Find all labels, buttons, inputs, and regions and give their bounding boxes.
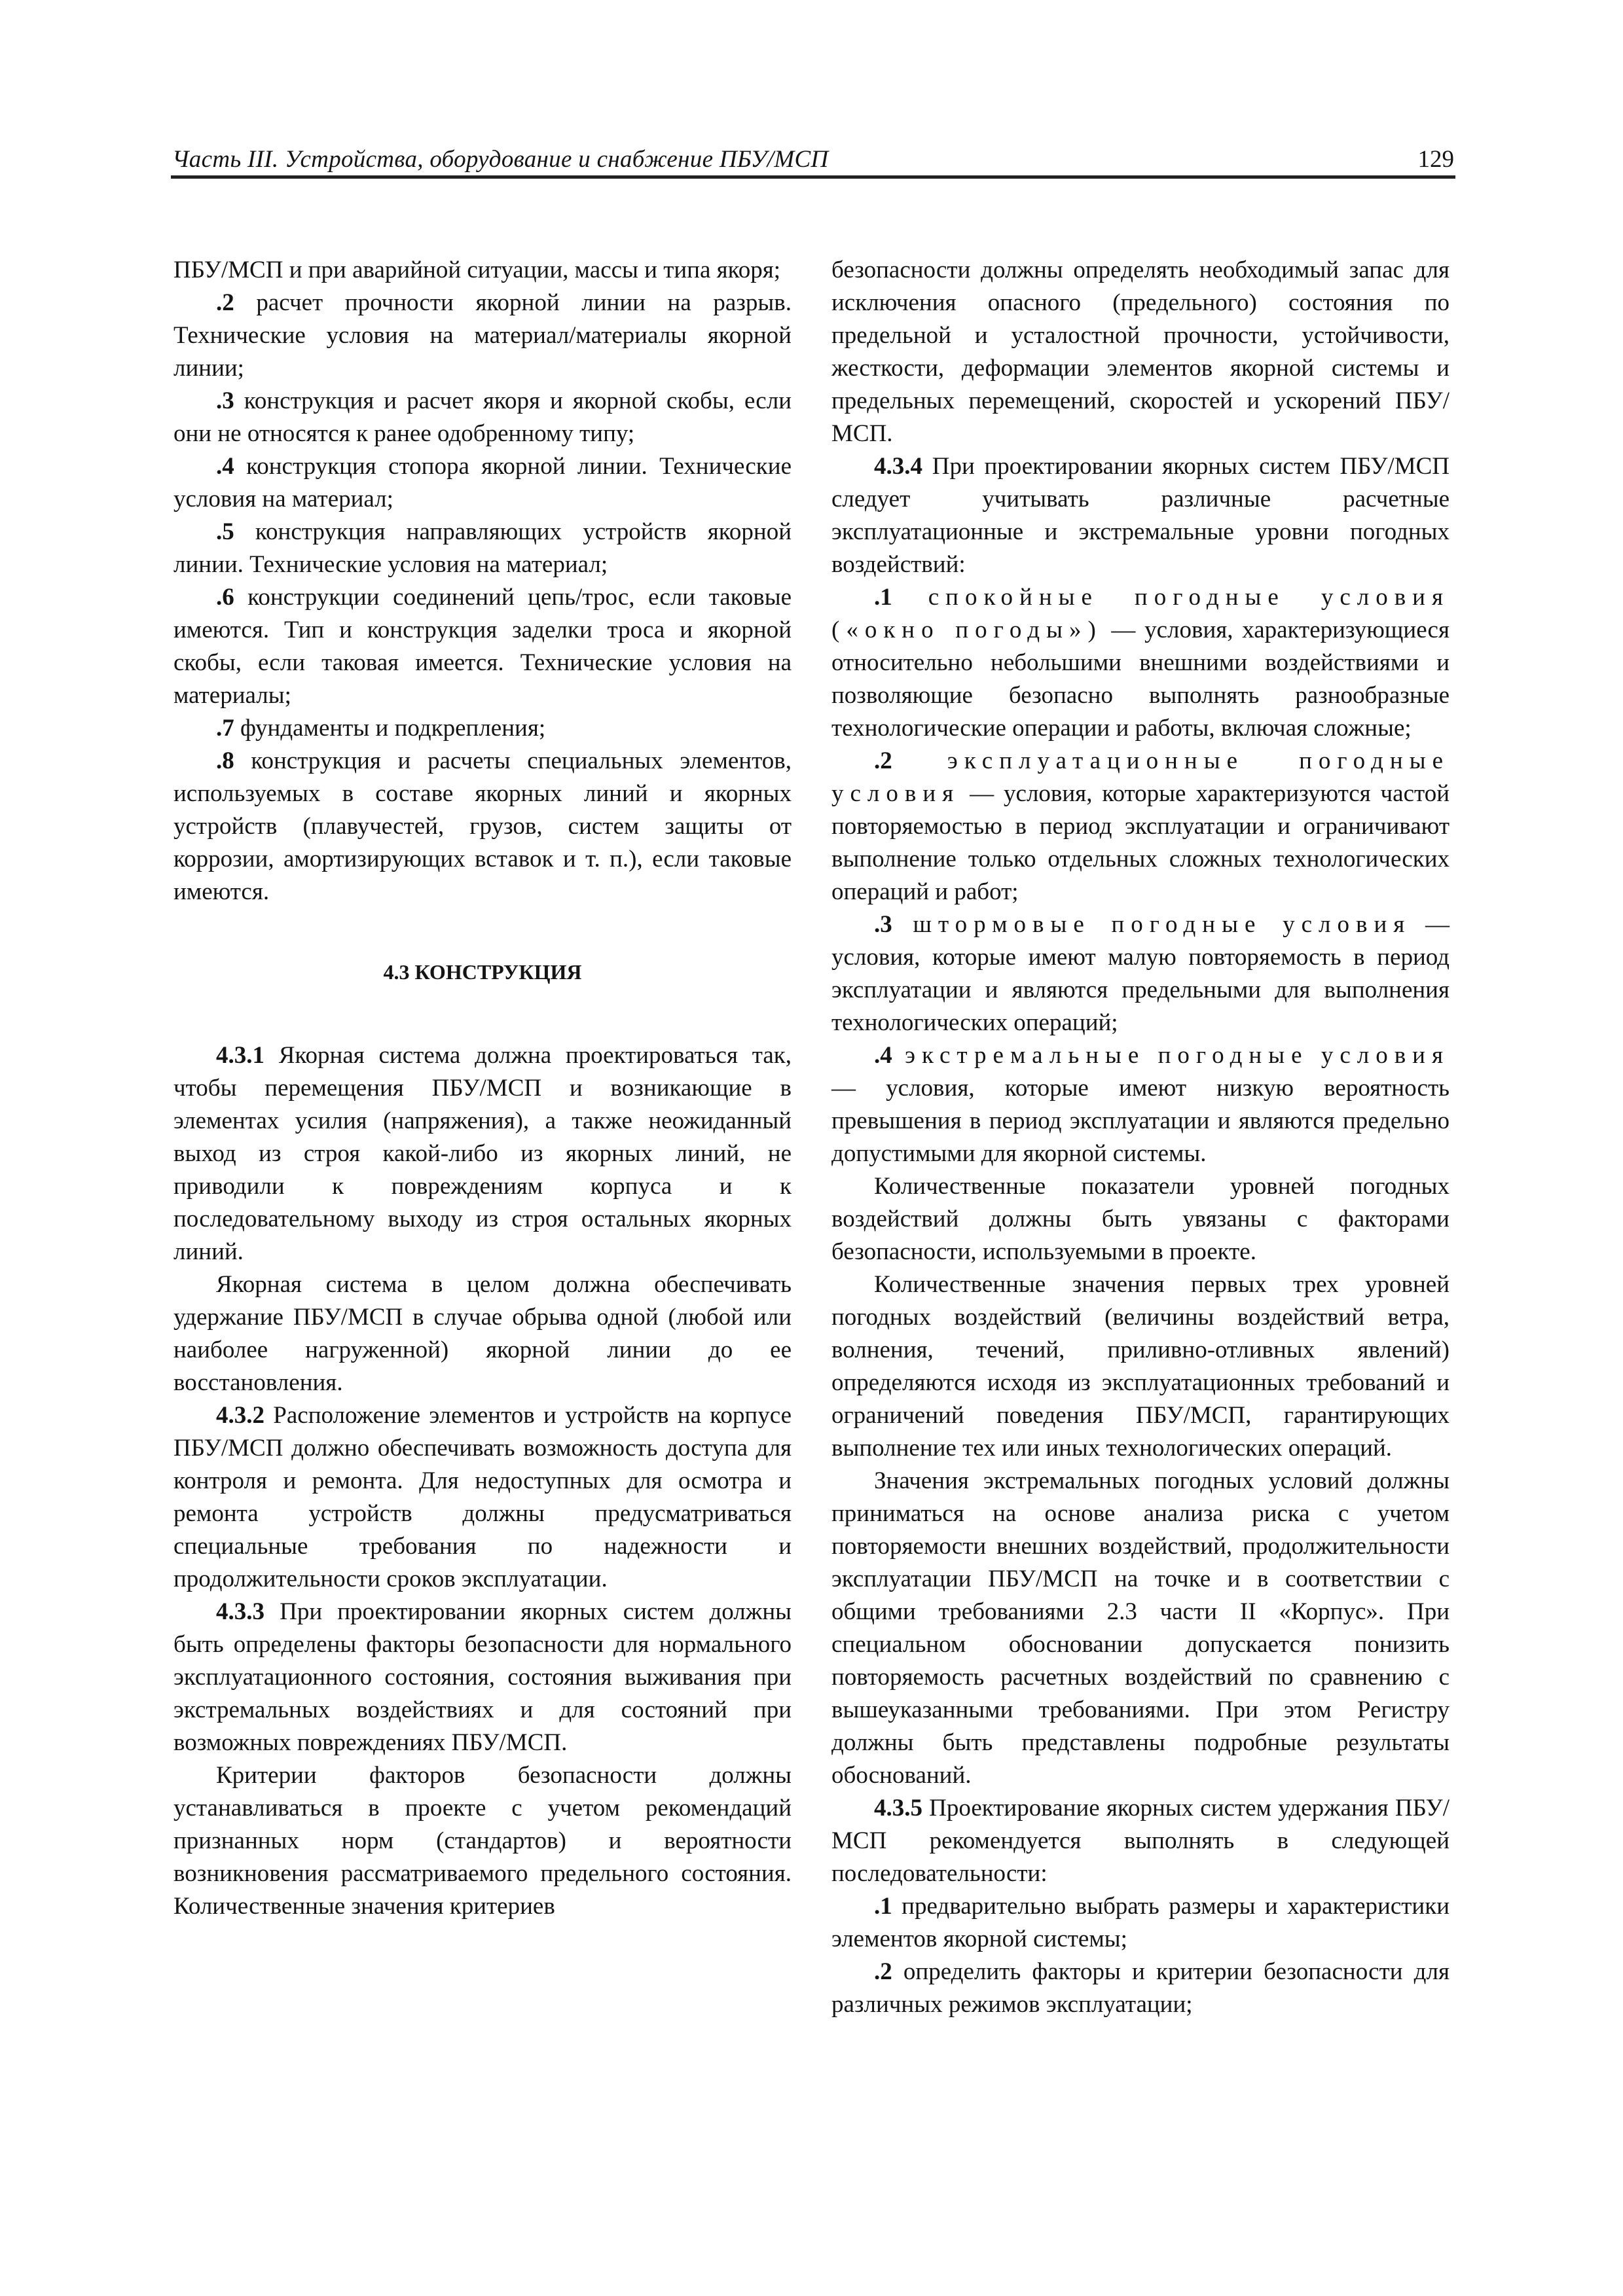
clause-4-3-1: 4.3.1 Якорная система должна проектироваться так, чтобы перемещения ПБУ/МСП и возникающие в элементах усилия (напряжения), а также неожиданный выход из строя какой-либо из якорных линий, не приводили к повреждениям корпуса и к последовательному выходу из строя остальных якорных линий. — [173, 1042, 792, 1265]
weather-item-1: .1 спокойные погодные условия («окно погоды») — условия, характеризующиеся относительно небольшими внешними воздействиями и позволяющие безопасно выполнять разнообразные технологические операции и работы, включая сложные; — [831, 584, 1450, 742]
clause-4-3-5: 4.3.5 Проектирование якорных систем удержания ПБУ/МСП рекомендуется выполнять в следующей последовательности: — [831, 1795, 1450, 1887]
list-item-8: .8 конструкция и расчеты специальных элементов, используемых в составе якорных линий и якорных устройств (плавучестей, грузов, систем защиты от коррозии, амортизирующих вставок и т. п.), если таковые имеются. — [173, 747, 792, 905]
running-header — [171, 145, 1455, 179]
paragraph: Критерии факторов безопасности должны устанавливаться в проекте с учетом рекомендаций признанных норм (стандартов) и вероятности возникновения рассматриваемого предельного состояния. Количественные значения критериев — [173, 1762, 792, 1920]
step-item-2: .2 определить факторы и критерии безопасности для различных режимов эксплуатации; — [831, 1958, 1450, 2018]
left-column — [173, 254, 792, 1923]
right-column — [831, 254, 1450, 2021]
paragraph: ПБУ/МСП и при аварийной ситуации, массы и типа якоря; — [173, 257, 781, 283]
paragraph: Значения экстремальных погодных условий должны приниматься на основе анализа риска с учетом повторяемости внешних воздействий, продолжительности эксплуатации ПБУ/МСП на точке и в соответствии с общими требованиями 2.3 части II «Корпус». При специальном обосновании допускается понизить повторяемость расчетных воздействий по сравнению с вышеуказанными требованиями. При этом Регистру должны быть представлены подробные результаты обоснований. — [831, 1467, 1450, 1789]
step-item-1: .1 предварительно выбрать размеры и характеристики элементов якорной системы; — [831, 1893, 1450, 1952]
paragraph: Количественные значения первых трех уровней погодных воздействий (величины воздействий ветра, волнения, течений, приливно-отливных явлений) определяются исходя из эксплуатационных требований и ограничений поведения ПБУ/МСП, гарантирующих выполнение тех или иных технологических операций. — [831, 1271, 1450, 1462]
weather-item-2: .2 эксплуатационные погодные условия — условия, которые характеризуются частой повторяемостью в период эксплуатации и ограничивают выполнение только отдельных сложных технологических операций и работ; — [831, 747, 1450, 905]
weather-item-3: .3 штормовые погодные условия — условия, которые имеют малую повторяемость в период эксплуатации и являются предельными для выполнения технологических операций; — [831, 911, 1450, 1036]
weather-item-4: .4 экстремальные погодные условия — условия, которые имеют низкую вероятность превышения в период эксплуатации и являются предельно допустимыми для якорной системы. — [831, 1042, 1450, 1167]
page-number: 129 — [1417, 146, 1454, 173]
list-item-6: .6 конструкции соединений цепь/трос, если таковые имеются. Тип и конструкция заделки троса и якорной скобы, если таковая имеется. Технические условия на материалы; — [173, 584, 792, 709]
clause-4-3-3: 4.3.3 При проектировании якорных систем должны быть определены факторы безопасности для нормального эксплуатационного состояния, состояния выживания при экстремальных воздействиях и для состояний при возможных повреждениях ПБУ/МСП. — [173, 1598, 792, 1756]
clause-4-3-4: 4.3.4 При проектировании якорных систем ПБУ/МСП следует учитывать различные расчетные эксплуатационные и экстремальные уровни погодных воздействий: — [831, 453, 1450, 578]
list-item-7: .7 фундаменты и подкрепления; — [216, 715, 546, 742]
paragraph: Якорная система в целом должна обеспечивать удержание ПБУ/МСП в случае обрыва одной (любой или наиболее нагруженной) якорной линии до ее восстановления. — [173, 1271, 792, 1396]
list-item-2: .2 расчет прочности якорной линии на разрыв. Технические условия на материал/материалы якорной линии; — [173, 289, 792, 382]
paragraph: Количественные показатели уровней погодных воздействий должны быть увязаны с факторами безопасности, используемыми в проекте. — [831, 1173, 1450, 1265]
list-item-5: .5 конструкция направляющих устройств якорной линии. Технические условия на материал; — [173, 518, 792, 578]
section-heading: 4.3 КОНСТРУКЦИЯ — [383, 960, 582, 984]
list-item-3: .3 конструкция и расчет якоря и якорной скобы, если они не относятся к ранее одобренному типу; — [173, 387, 792, 447]
paragraph: безопасности должны определять необходимый запас для исключения опасного (предельного) состояния по предельной и усталостной прочности, устойчивости, жесткости, деформации элементов якорной системы и предельных перемещений, скоростей и ускорений ПБУ/МСП. — [831, 257, 1450, 447]
clause-4-3-2: 4.3.2 Расположение элементов и устройств на корпусе ПБУ/МСП должно обеспечивать возможность доступа для контроля и ремонта. Для недоступных для осмотра и ремонта устройств должны предусматриваться специальные требования по надежности и продолжительности сроков эксплуатации. — [173, 1402, 792, 1592]
list-item-4: .4 конструкция стопора якорной линии. Технические условия на материал; — [173, 453, 792, 512]
running-header-title: Часть III. Устройства, оборудование и снабжение ПБУ/МСП — [172, 146, 829, 173]
